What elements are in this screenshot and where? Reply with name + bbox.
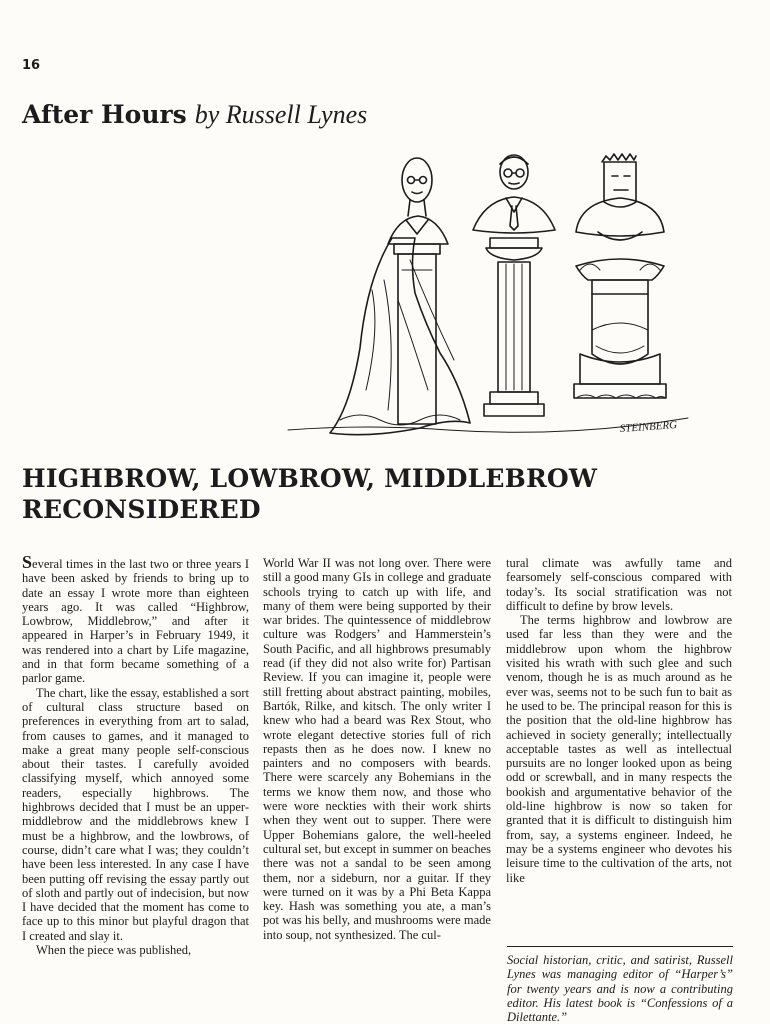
body-column-1 <box>22 552 249 958</box>
paragraph: The chart, like the essay, established a sort of cultural class structure based on preferences in everything from art to salad, from causes to games, and it managed to make a great many people self-conscious about their tastes. I carefully avoided classifying myself, which annoyed some readers, especially highbrows. The highbrows decided that I must be an upper-middlebrow and the middlebrows knew I must be a highbrow, and the lowbrows, of course, didn’t care what I was; they couldn’t have been less interested. In any case I have been putting off revising the essay partly out of sloth and partly out of indecision, but now I have decided that the moment has come to face up to this minor but playful dragon that I created and slay it. <box>22 685 249 943</box>
article-headline <box>22 463 752 525</box>
paragraph: World War II was not long over. There were still a good many GIs in college and graduate schools trying to catch up with life, and many of them were being supported by their war brides. The quintessence of middlebrow culture was Rodgers’ and Hammerstein’s South Pacific, and all highbrows presumably read (if they did not also write for) Partisan Review. If you can imagine it, people were still fretting about abstract painting, mobiles, Bartók, Rilke, and kitsch. The only writer I knew who had a beard was Rex Stout, who wrote elegant detective stories full of rich repasts then as he does now. I knew no painters and no composers with beards. There were scarcely any Bohemians in the terms we know them now, and those who were wore neckties with their work shirts when they went out to supper. There were Upper Bohemians galore, the well-heeled cultural set, but except in summer on beaches there was not a sandal to be seen among them, nor a sideburn, nor a guitar. If they were turned on it was by a Phi Beta Kappa key. Hash was something you ate, a man’s pot was his belly, and mushrooms were made into soup, not synthesized. The cul- <box>263 556 491 942</box>
paragraph <box>22 552 249 686</box>
paragraph: When the piece was published, <box>36 943 192 958</box>
paragraph: tural climate was awfully tame and fearsomely self-conscious compared with today’s. Its social stratification was not difficult to define by brow levels. <box>506 556 732 613</box>
body-column-3 <box>506 556 732 885</box>
highbrow-bust <box>388 158 448 254</box>
headline-line-1: HIGHBROW, LOWBROW, MIDDLEBROW <box>22 464 598 493</box>
column-heading <box>22 98 367 132</box>
middlebrow-bust <box>473 155 555 233</box>
page-number: 16 <box>22 58 41 73</box>
bio-divider <box>507 946 733 947</box>
paragraph: The terms highbrow and lowbrow are used far less than they were and the middlebrow upon whom the highbrow visited his wrath with such glee and such venom, though he is as much around as he ever was, seems not to be such fun to bait as he used to be. The principal reason for this is the position that the old-line highbrow has achieved in society generally; intellectually acceptable tastes as well as intellectual pursuits are no longer looked upon as being odd or screwball, and in many respects the bookish and argumentative behavior of the old-line highbrow is now so taken for granted that it is difficult to distinguish him from, say, a systems engineer. Indeed, he may be a systems engineer who devotes his leisure time to the cultivation of the arts, not like <box>506 613 732 885</box>
author-bio: Social historian, critic, and satirist, Russell Lynes was managing editor of “Harper’s” for twenty years and is now a contributing editor. His latest book is “Confessions of a Dilettante.” <box>507 953 733 1024</box>
lowbrow-bust <box>576 154 664 240</box>
headline-line-2: RECONSIDERED <box>22 495 261 524</box>
column-byline: by Russell Lynes <box>194 100 368 129</box>
drop-cap: S <box>22 552 33 572</box>
artist-signature: STEINBERG <box>619 419 678 435</box>
body-column-2 <box>263 556 491 942</box>
column-title: After Hours <box>22 100 187 129</box>
busts-illustration <box>280 140 720 450</box>
paragraph-text: everal times in the last two or three years I have been asked by friends to bring up to date an essay I wrote more than eighteen years ago. It was called “Highbrow, Lowbrow, Middlebrow,” and after it appeared in Harper’s in February 1949, it was rendered into a chart by Life magazine, and in that form became something of a parlor game. <box>22 557 249 686</box>
drapery <box>330 238 470 435</box>
